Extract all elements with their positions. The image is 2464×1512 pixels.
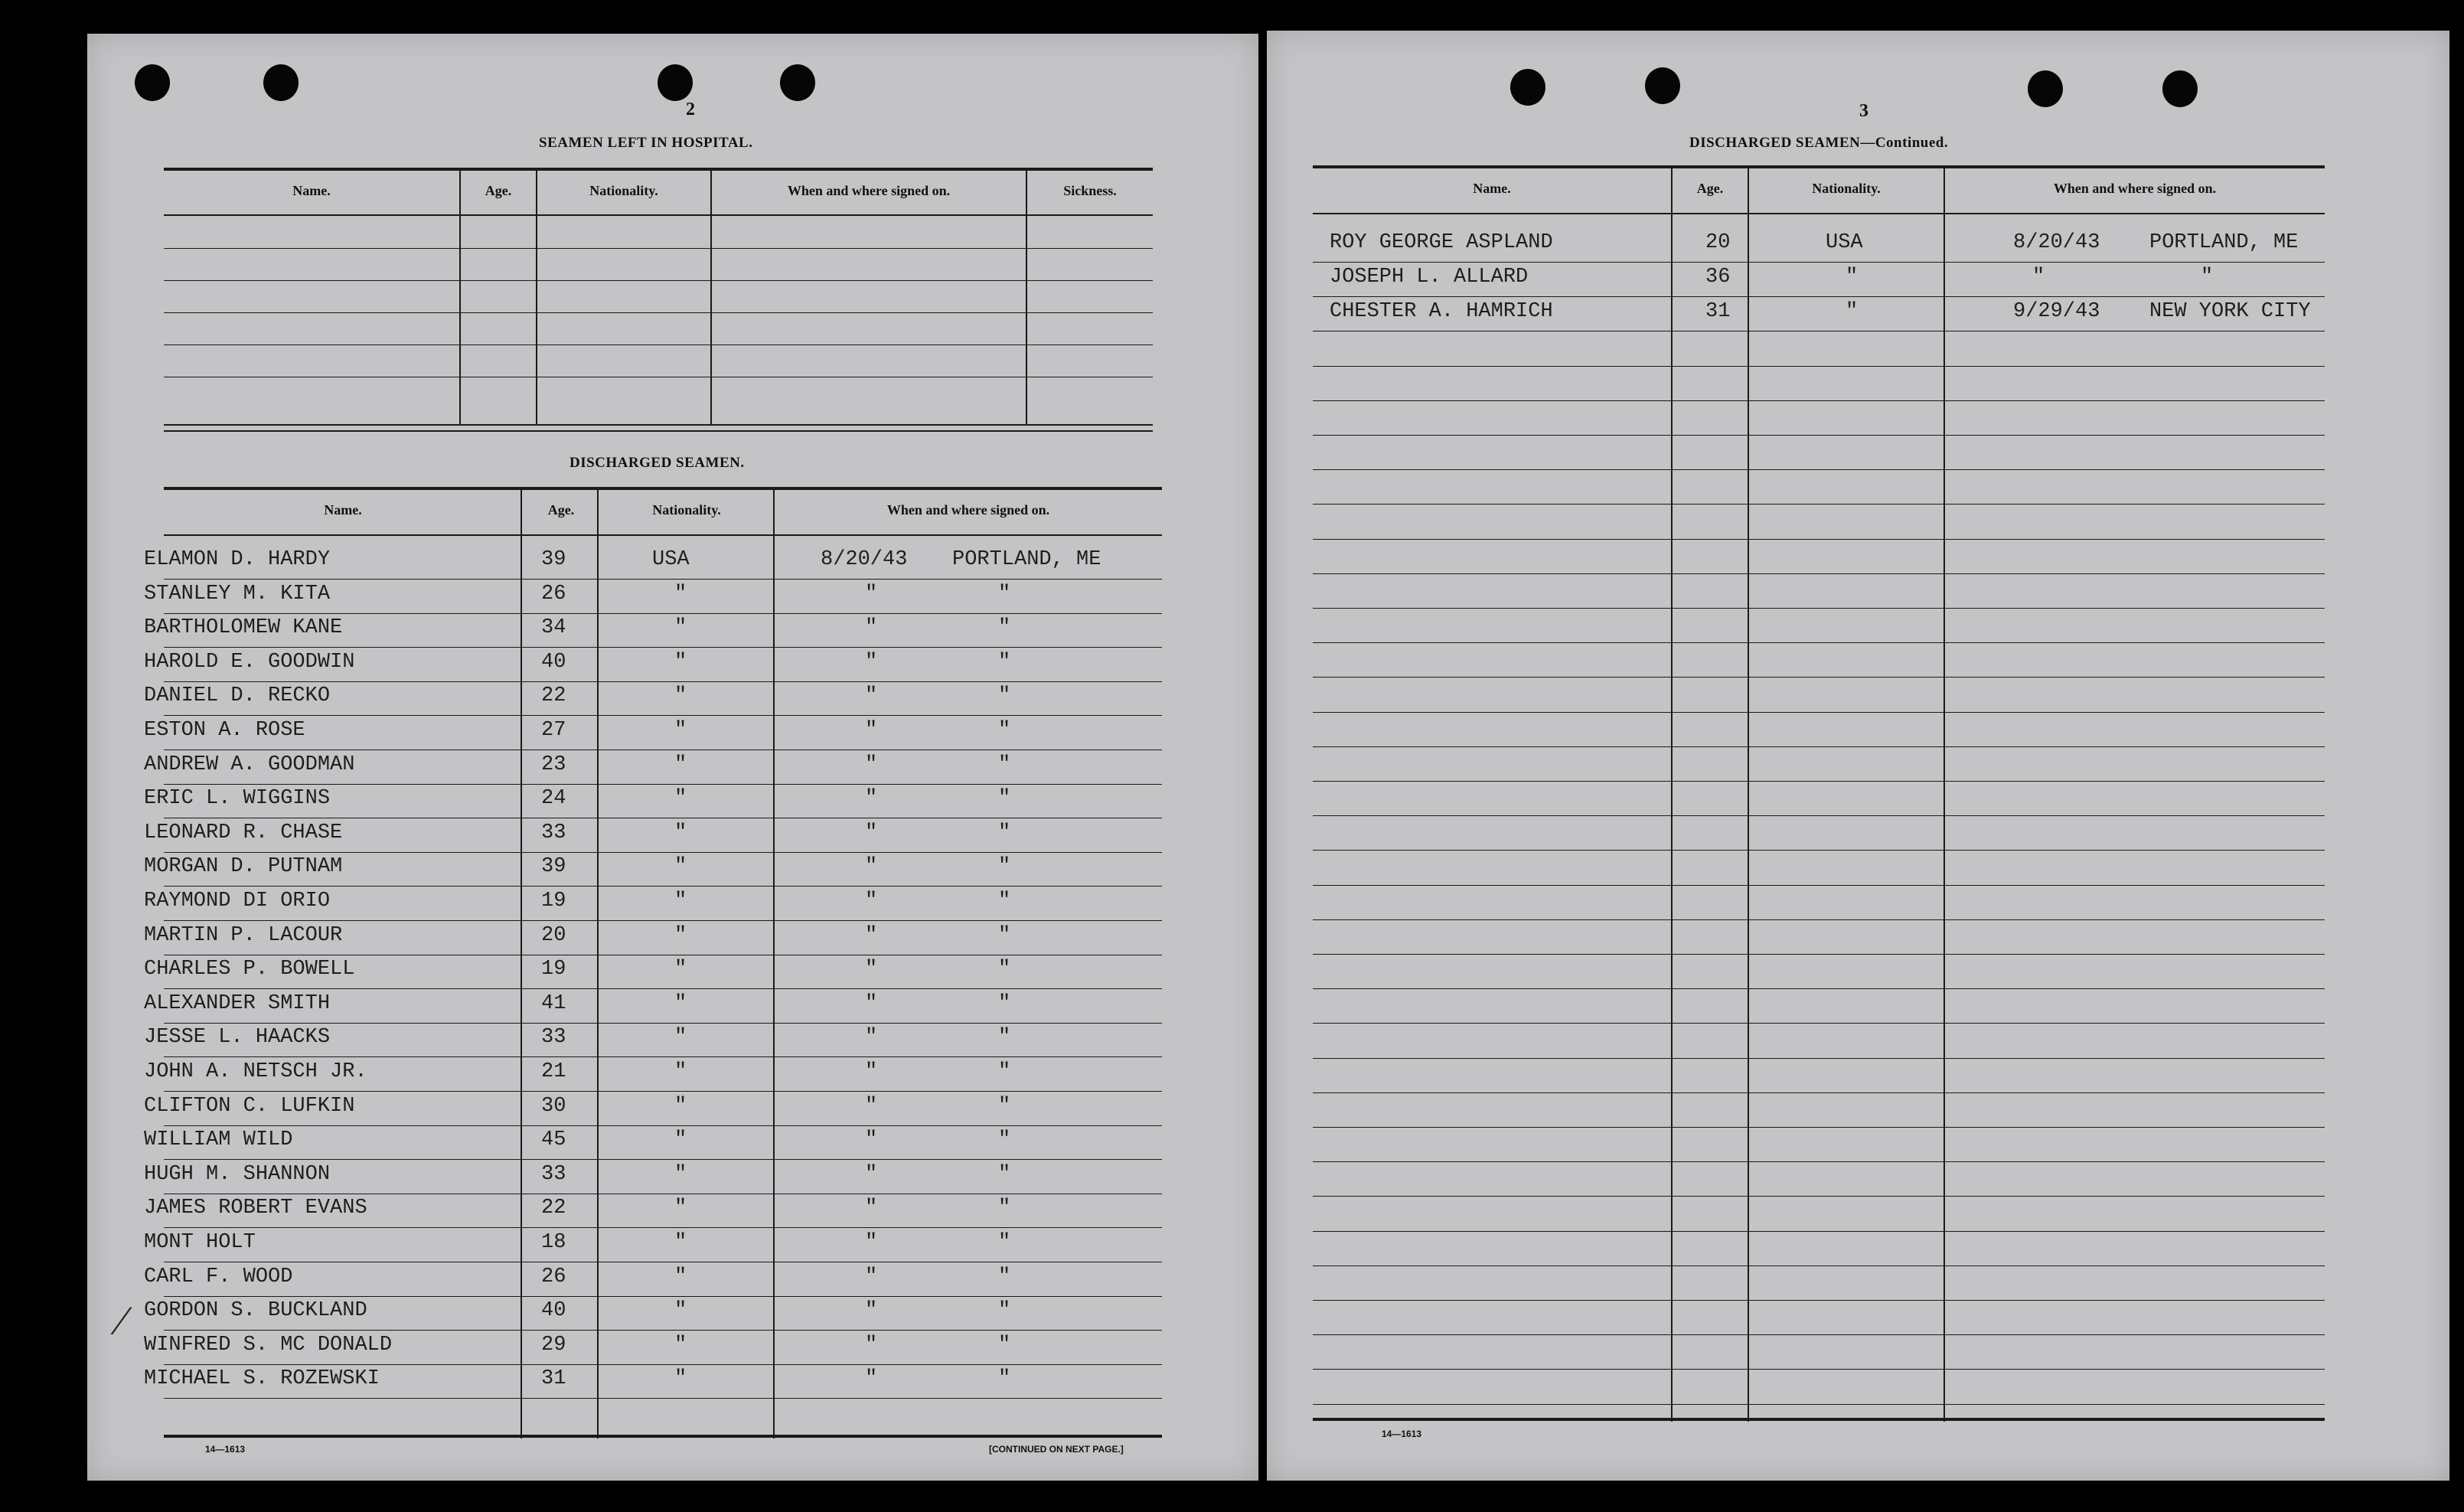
signed-on-place: " bbox=[998, 1128, 1011, 1152]
row-rule bbox=[1313, 1161, 2325, 1162]
row-rule bbox=[1313, 954, 2325, 955]
seaman-nationality: " bbox=[674, 1162, 687, 1186]
row-rule bbox=[1313, 1231, 2325, 1232]
signed-on-date: " bbox=[865, 890, 878, 913]
signed-on-place: " bbox=[998, 855, 1011, 879]
signed-on-place: " bbox=[998, 753, 1011, 776]
row-rule bbox=[1313, 988, 2325, 989]
row-rule bbox=[164, 1091, 1162, 1092]
signed-on-place: " bbox=[998, 1197, 1011, 1220]
row-rule bbox=[1313, 1265, 2325, 1266]
signed-on-place: " bbox=[998, 1060, 1011, 1083]
row-rule bbox=[1313, 1092, 2325, 1093]
row-rule bbox=[1313, 712, 2325, 713]
seaman-age: 41 bbox=[541, 991, 566, 1015]
seaman-nationality: " bbox=[674, 821, 687, 844]
seaman-nationality: USA bbox=[652, 548, 690, 571]
col-header-nationality: Nationality. bbox=[652, 502, 721, 518]
seaman-nationality: " bbox=[1846, 300, 1859, 324]
seaman-nationality: " bbox=[1846, 266, 1859, 289]
seaman-name: WILLIAM WILD bbox=[144, 1128, 293, 1152]
row-rule bbox=[1313, 781, 2325, 782]
form-number: 14—1613 bbox=[1382, 1429, 1422, 1439]
signed-on-date: " bbox=[865, 650, 878, 674]
col-header-name: Name. bbox=[292, 183, 331, 198]
row-rule bbox=[1313, 1058, 2325, 1059]
signed-on-date: 9/29/43 bbox=[2013, 300, 2100, 324]
seaman-nationality: " bbox=[674, 650, 687, 674]
rule bbox=[164, 280, 1153, 281]
signed-on-date: " bbox=[865, 582, 878, 606]
seaman-age: 19 bbox=[541, 890, 566, 913]
rule bbox=[164, 430, 1153, 432]
col-divider bbox=[1748, 168, 1749, 1422]
row-rule bbox=[1313, 1404, 2325, 1405]
seaman-name: CHARLES P. BOWELL bbox=[144, 958, 355, 981]
seaman-name: MARTIN P. LACOUR bbox=[144, 923, 343, 947]
seaman-nationality: " bbox=[674, 1367, 687, 1391]
seaman-age: 31 bbox=[541, 1367, 566, 1391]
seaman-name: JOSEPH L. ALLARD bbox=[1330, 266, 1529, 289]
row-rule bbox=[164, 852, 1162, 853]
seaman-name: ANDREW A. GOODMAN bbox=[144, 753, 355, 776]
signed-on-date: " bbox=[2032, 266, 2045, 289]
col-divider bbox=[1026, 170, 1027, 424]
signed-on-date: " bbox=[865, 719, 878, 742]
punch-hole bbox=[658, 64, 693, 101]
row-rule bbox=[1313, 262, 2325, 263]
col-header-nationality: Nationality. bbox=[1812, 181, 1881, 196]
signed-on-date: 8/20/43 bbox=[2013, 231, 2100, 254]
row-rule bbox=[164, 1056, 1162, 1057]
seaman-name: BARTHOLOMEW KANE bbox=[144, 616, 343, 640]
punch-hole bbox=[263, 64, 299, 101]
row-rule bbox=[164, 647, 1162, 648]
left-page bbox=[87, 34, 1258, 1481]
seaman-name: HAROLD E. GOODWIN bbox=[144, 650, 355, 674]
seaman-age: 20 bbox=[1705, 231, 1731, 254]
seaman-name: MONT HOLT bbox=[144, 1231, 256, 1254]
seaman-name: ELAMON D. HARDY bbox=[144, 548, 331, 571]
row-rule bbox=[164, 784, 1162, 785]
row-rule bbox=[164, 920, 1162, 921]
row-rule bbox=[164, 681, 1162, 682]
seaman-name: MORGAN D. PUTNAM bbox=[144, 855, 343, 879]
row-rule bbox=[1313, 435, 2325, 436]
page-number: 2 bbox=[686, 100, 695, 119]
seaman-name: RAYMOND DI ORIO bbox=[144, 890, 331, 913]
row-rule bbox=[1313, 573, 2325, 574]
col-header-signed-on: When and where signed on. bbox=[787, 183, 951, 198]
rule bbox=[164, 312, 1153, 313]
rule bbox=[1313, 213, 2325, 214]
signed-on-place: " bbox=[998, 890, 1011, 913]
seaman-nationality: " bbox=[674, 684, 687, 708]
rule bbox=[1313, 1418, 2325, 1421]
signed-on-date: " bbox=[865, 991, 878, 1015]
signed-on-place: " bbox=[998, 991, 1011, 1015]
seaman-name: GORDON S. BUCKLAND bbox=[144, 1299, 367, 1323]
col-header-name: Name. bbox=[1473, 181, 1511, 196]
signed-on-date: " bbox=[865, 1367, 878, 1391]
signed-on-place: NEW YORK CITY bbox=[2149, 300, 2311, 324]
seaman-age: 26 bbox=[541, 1265, 566, 1288]
punch-hole bbox=[135, 64, 170, 101]
seaman-nationality: " bbox=[674, 1094, 687, 1118]
seaman-age: 31 bbox=[1705, 300, 1731, 324]
seaman-nationality: " bbox=[674, 1265, 687, 1288]
signed-on-place: " bbox=[998, 1265, 1011, 1288]
row-rule bbox=[1313, 746, 2325, 747]
rule bbox=[164, 170, 1153, 171]
seaman-nationality: " bbox=[674, 890, 687, 913]
signed-on-place: " bbox=[998, 787, 1011, 811]
signed-on-date: " bbox=[865, 787, 878, 811]
hospital-section-title: SEAMEN LEFT IN HOSPITAL. bbox=[539, 135, 753, 151]
signed-on-date: " bbox=[865, 1060, 878, 1083]
signed-on-place: " bbox=[998, 1231, 1011, 1254]
seaman-age: 18 bbox=[541, 1231, 566, 1254]
check-mark: ⁄ bbox=[118, 1298, 126, 1344]
col-header-signed-on: When and where signed on. bbox=[2053, 181, 2217, 196]
seaman-age: 39 bbox=[541, 855, 566, 879]
col-divider bbox=[1943, 168, 1945, 1422]
row-rule bbox=[1313, 400, 2325, 401]
col-divider bbox=[710, 170, 712, 424]
row-rule bbox=[1313, 469, 2325, 470]
rule bbox=[164, 534, 1162, 536]
signed-on-date: " bbox=[865, 1333, 878, 1357]
row-rule bbox=[1313, 1127, 2325, 1128]
seaman-name: DANIEL D. RECKO bbox=[144, 684, 331, 708]
col-header-name: Name. bbox=[324, 502, 362, 518]
punch-hole bbox=[2162, 70, 2198, 107]
col-header-signed-on: When and where signed on. bbox=[886, 502, 1050, 518]
seaman-age: 29 bbox=[541, 1333, 566, 1357]
row-rule bbox=[164, 613, 1162, 614]
seaman-nationality: " bbox=[674, 991, 687, 1015]
rule bbox=[164, 214, 1153, 216]
seaman-nationality: " bbox=[674, 923, 687, 947]
seaman-nationality: " bbox=[674, 855, 687, 879]
row-rule bbox=[1313, 1334, 2325, 1335]
signed-on-place: " bbox=[998, 1299, 1011, 1323]
seaman-name: ERIC L. WIGGINS bbox=[144, 787, 331, 811]
seaman-name: ROY GEORGE ASPLAND bbox=[1330, 231, 1553, 254]
signed-on-date: 8/20/43 bbox=[821, 548, 908, 571]
seaman-age: 27 bbox=[541, 719, 566, 742]
col-header-age: Age. bbox=[1696, 181, 1724, 196]
seaman-age: 19 bbox=[541, 958, 566, 981]
continued-note: [CONTINUED ON NEXT PAGE.] bbox=[989, 1444, 1124, 1455]
punch-hole bbox=[1510, 69, 1545, 106]
signed-on-date: " bbox=[865, 753, 878, 776]
seaman-name: ESTON A. ROSE bbox=[144, 719, 305, 742]
row-rule bbox=[1313, 677, 2325, 678]
signed-on-place: " bbox=[998, 616, 1011, 640]
seaman-name: MICHAEL S. ROZEWSKI bbox=[144, 1367, 380, 1391]
seaman-name: JOHN A. NETSCH JR. bbox=[144, 1060, 367, 1083]
col-divider bbox=[773, 489, 775, 1439]
signed-on-place: " bbox=[998, 1367, 1011, 1391]
signed-on-date: " bbox=[865, 1197, 878, 1220]
signed-on-date: " bbox=[865, 1265, 878, 1288]
row-rule bbox=[1313, 1023, 2325, 1024]
signed-on-place: " bbox=[998, 958, 1011, 981]
signed-on-date: " bbox=[865, 1094, 878, 1118]
seaman-nationality: " bbox=[674, 753, 687, 776]
row-rule bbox=[164, 1023, 1162, 1024]
row-rule bbox=[164, 1296, 1162, 1297]
signed-on-date: " bbox=[865, 1231, 878, 1254]
row-rule bbox=[164, 579, 1162, 580]
seaman-nationality: " bbox=[674, 1299, 687, 1323]
col-divider bbox=[597, 489, 599, 1439]
seaman-age: 24 bbox=[541, 787, 566, 811]
seaman-name: HUGH M. SHANNON bbox=[144, 1162, 331, 1186]
row-rule bbox=[1313, 296, 2325, 297]
rule bbox=[164, 424, 1153, 426]
signed-on-date: " bbox=[865, 616, 878, 640]
seaman-age: 36 bbox=[1705, 266, 1731, 289]
signed-on-date: " bbox=[865, 1128, 878, 1152]
col-divider bbox=[1671, 168, 1673, 1422]
seaman-age: 33 bbox=[541, 1026, 566, 1050]
seaman-name: CLIFTON C. LUFKIN bbox=[144, 1094, 355, 1118]
rule bbox=[164, 1435, 1162, 1438]
col-divider bbox=[536, 170, 537, 424]
row-rule bbox=[164, 749, 1162, 750]
seaman-age: 40 bbox=[541, 1299, 566, 1323]
section-title: DISCHARGED SEAMEN—Continued. bbox=[1689, 135, 1949, 151]
row-rule bbox=[164, 1227, 1162, 1228]
row-rule bbox=[164, 1330, 1162, 1331]
col-header-sickness: Sickness. bbox=[1063, 183, 1117, 198]
rule bbox=[1313, 165, 2325, 168]
signed-on-place: " bbox=[998, 1026, 1011, 1050]
seaman-name: LEONARD R. CHASE bbox=[144, 821, 343, 844]
row-rule bbox=[164, 1125, 1162, 1126]
signed-on-place: " bbox=[998, 582, 1011, 606]
signed-on-date: " bbox=[865, 821, 878, 844]
signed-on-date: " bbox=[865, 1299, 878, 1323]
seaman-nationality: " bbox=[674, 616, 687, 640]
row-rule bbox=[1313, 366, 2325, 367]
signed-on-place: " bbox=[998, 1333, 1011, 1357]
signed-on-place: " bbox=[998, 684, 1011, 708]
col-divider bbox=[521, 489, 522, 1439]
row-rule bbox=[164, 886, 1162, 887]
row-rule bbox=[1313, 642, 2325, 643]
seaman-age: 34 bbox=[541, 616, 566, 640]
seaman-nationality: " bbox=[674, 1060, 687, 1083]
seaman-name: CARL F. WOOD bbox=[144, 1265, 293, 1288]
seaman-age: 22 bbox=[541, 684, 566, 708]
seaman-age: 40 bbox=[541, 650, 566, 674]
signed-on-date: " bbox=[865, 855, 878, 879]
seaman-age: 39 bbox=[541, 548, 566, 571]
signed-on-place: " bbox=[998, 650, 1011, 674]
signed-on-place: " bbox=[998, 1094, 1011, 1118]
signed-on-place: " bbox=[2201, 266, 2214, 289]
row-rule bbox=[1313, 919, 2325, 920]
col-header-nationality: Nationality. bbox=[589, 183, 658, 198]
page-number: 3 bbox=[1859, 101, 1868, 121]
punch-hole bbox=[1645, 67, 1680, 104]
row-rule bbox=[164, 988, 1162, 989]
seaman-age: 45 bbox=[541, 1128, 566, 1152]
seaman-age: 26 bbox=[541, 582, 566, 606]
punch-hole bbox=[780, 64, 815, 101]
col-header-age: Age. bbox=[485, 183, 512, 198]
seaman-nationality: " bbox=[674, 1333, 687, 1357]
row-rule bbox=[1313, 504, 2325, 505]
seaman-nationality: " bbox=[674, 1231, 687, 1254]
signed-on-date: " bbox=[865, 923, 878, 947]
rule bbox=[164, 248, 1153, 249]
seaman-name: JESSE L. HAACKS bbox=[144, 1026, 331, 1050]
row-rule bbox=[1313, 608, 2325, 609]
seaman-nationality: " bbox=[674, 1128, 687, 1152]
signed-on-place: " bbox=[998, 1162, 1011, 1186]
seaman-age: 30 bbox=[541, 1094, 566, 1118]
seaman-nationality: " bbox=[674, 958, 687, 981]
seaman-age: 33 bbox=[541, 1162, 566, 1186]
seaman-nationality: " bbox=[674, 787, 687, 811]
row-rule bbox=[1313, 885, 2325, 886]
discharged-section-title: DISCHARGED SEAMEN. bbox=[569, 455, 745, 471]
seaman-age: 33 bbox=[541, 821, 566, 844]
seaman-age: 22 bbox=[541, 1197, 566, 1220]
signed-on-date: " bbox=[865, 684, 878, 708]
col-divider bbox=[459, 170, 461, 424]
rule bbox=[164, 487, 1162, 490]
col-header-age: Age. bbox=[547, 502, 575, 518]
row-rule bbox=[1313, 1369, 2325, 1370]
right-page bbox=[1267, 31, 2449, 1481]
row-rule bbox=[1313, 539, 2325, 540]
seaman-age: 23 bbox=[541, 753, 566, 776]
row-rule bbox=[164, 715, 1162, 716]
signed-on-place: PORTLAND, ME bbox=[952, 548, 1101, 571]
seaman-name: WINFRED S. MC DONALD bbox=[144, 1333, 393, 1357]
seaman-nationality: " bbox=[674, 719, 687, 742]
row-rule bbox=[164, 1398, 1162, 1399]
row-rule bbox=[1313, 1300, 2325, 1301]
row-rule bbox=[1313, 815, 2325, 816]
signed-on-date: " bbox=[865, 958, 878, 981]
form-number: 14—1613 bbox=[205, 1444, 246, 1455]
signed-on-place: " bbox=[998, 719, 1011, 742]
seaman-nationality: " bbox=[674, 582, 687, 606]
punch-hole bbox=[2028, 70, 2063, 107]
seaman-name: ALEXANDER SMITH bbox=[144, 991, 331, 1015]
row-rule bbox=[1313, 1196, 2325, 1197]
signed-on-place: " bbox=[998, 821, 1011, 844]
seaman-name: STANLEY M. KITA bbox=[144, 582, 331, 606]
row-rule bbox=[164, 1364, 1162, 1365]
seaman-age: 20 bbox=[541, 923, 566, 947]
seaman-nationality: " bbox=[674, 1197, 687, 1220]
row-rule bbox=[164, 1159, 1162, 1160]
seaman-nationality: " bbox=[674, 1026, 687, 1050]
signed-on-place: PORTLAND, ME bbox=[2149, 231, 2299, 254]
seaman-name: JAMES ROBERT EVANS bbox=[144, 1197, 367, 1220]
seaman-nationality: USA bbox=[1826, 231, 1863, 254]
seaman-name: CHESTER A. HAMRICH bbox=[1330, 300, 1553, 324]
signed-on-date: " bbox=[865, 1026, 878, 1050]
seaman-age: 21 bbox=[541, 1060, 566, 1083]
signed-on-place: " bbox=[998, 923, 1011, 947]
row-rule bbox=[1313, 850, 2325, 851]
signed-on-date: " bbox=[865, 1162, 878, 1186]
